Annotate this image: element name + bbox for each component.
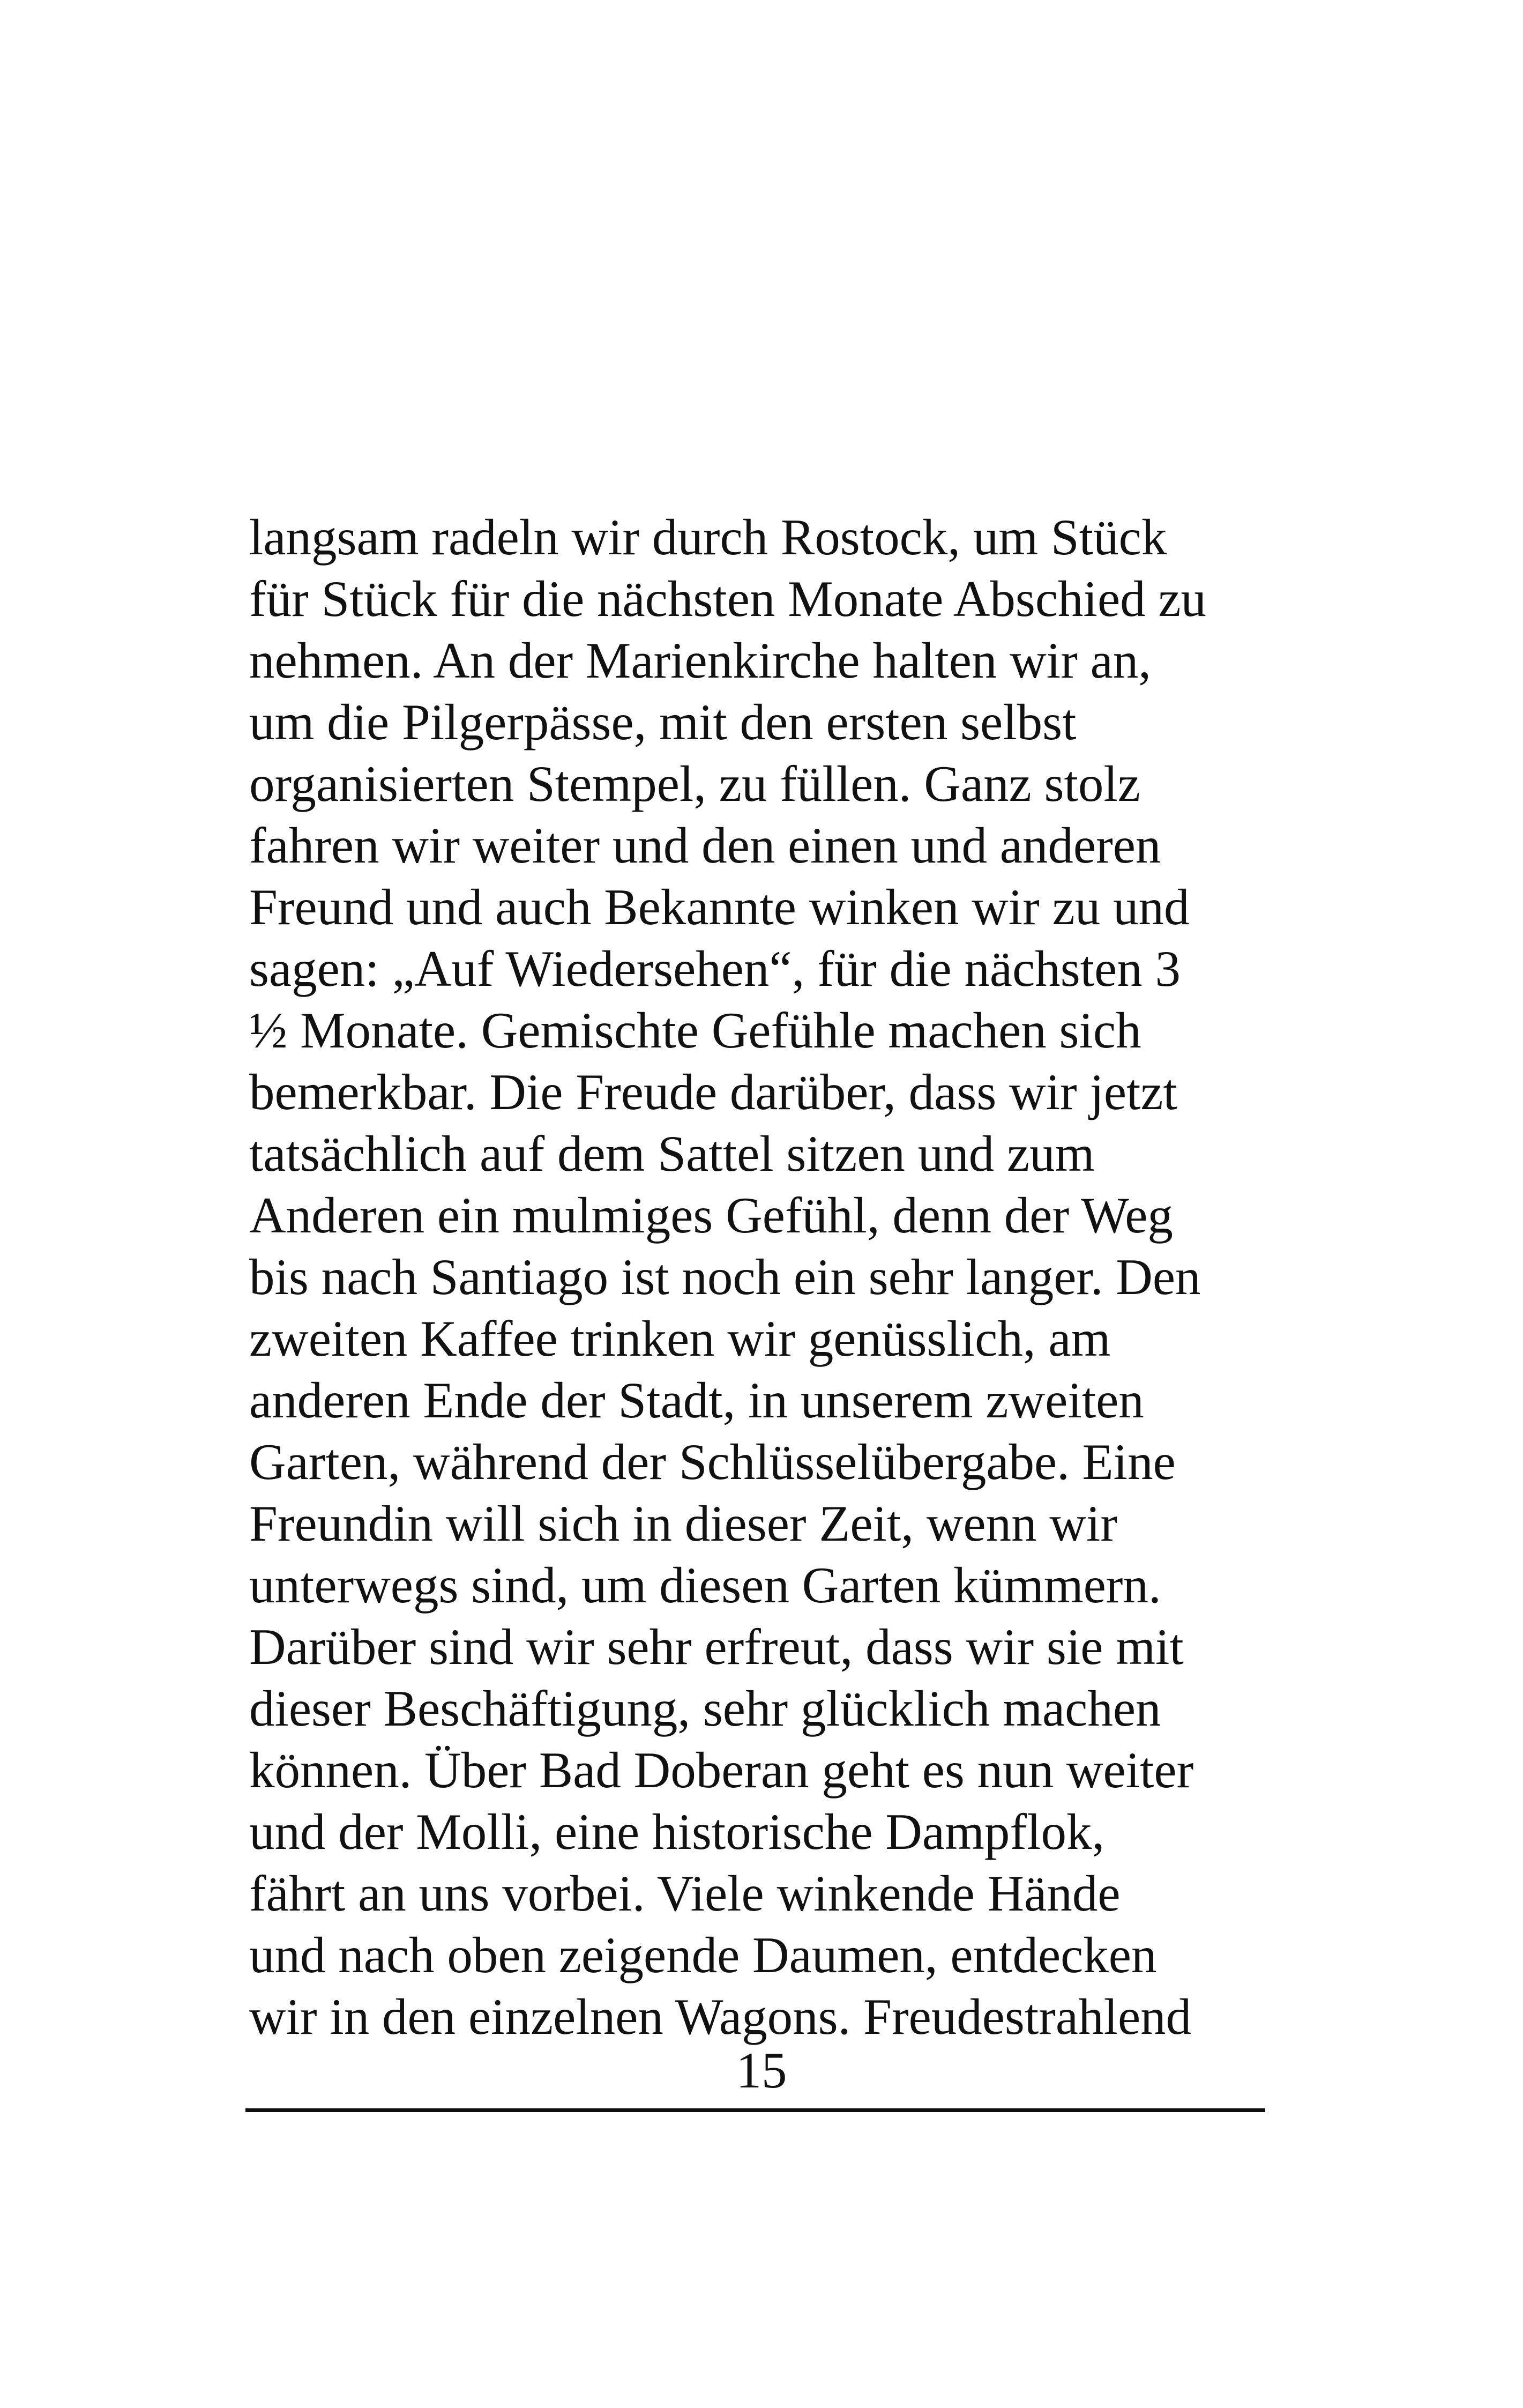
text-line: nehmen. An der Marienkirche halten wir an,	[249, 632, 1152, 689]
text-line: und der Molli, eine historische Dampflok,	[249, 1803, 1105, 1860]
text-line: und nach oben zeigende Daumen, entdecken	[249, 1927, 1157, 1983]
text-line: langsam radeln wir durch Rostock, um Stück	[249, 509, 1167, 566]
body-text	[249, 507, 1283, 2048]
text-line: tatsächlich auf dem Sattel sitzen und zum	[249, 1125, 1095, 1182]
footer-rule	[245, 2108, 1265, 2112]
text-line: Darüber sind wir sehr erfreut, dass wir sie mit	[249, 1618, 1184, 1675]
text-line: bemerkbar. Die Freude darüber, dass wir jetzt	[249, 1064, 1177, 1120]
text-line: zweiten Kaffee trinken wir genüsslich, am	[249, 1310, 1111, 1367]
text-line: wir in den einzelnen Wagons. Freudestrahlend	[249, 1988, 1192, 2045]
text-line: dieser Beschäftigung, sehr glücklich machen	[249, 1680, 1161, 1737]
text-line: können. Über Bad Doberan geht es nun weiter	[249, 1742, 1194, 1798]
text-line: für Stück für die nächsten Monate Abschied zu	[249, 570, 1207, 627]
text-line: fahren wir weiter und den einen und anderen	[249, 817, 1161, 874]
text-line: Anderen ein mulmiges Gefühl, denn der Weg	[249, 1187, 1173, 1244]
text-line: unterwegs sind, um diesen Garten kümmern.	[249, 1557, 1161, 1614]
text-line: Freund und auch Bekannte winken wir zu und	[249, 879, 1190, 935]
text-line: organisierten Stempel, zu füllen. Ganz stolz	[249, 755, 1140, 812]
text-line: anderen Ende der Stadt, in unserem zweiten	[249, 1372, 1144, 1429]
text-line: sagen: „Auf Wiedersehen“, für die nächsten 3	[249, 940, 1181, 997]
text-line: Garten, während der Schlüsselübergabe. Eine	[249, 1433, 1176, 1490]
text-line: bis nach Santiago ist noch ein sehr langer. Den	[249, 1248, 1201, 1305]
text-line: um die Pilgerpässe, mit den ersten selbst	[249, 694, 1077, 750]
page-number: 15	[736, 2042, 787, 2099]
text-line: fährt an uns vorbei. Viele winkende Hände	[249, 1865, 1121, 1922]
text-line: ½ Monate. Gemischte Gefühle machen sich	[249, 1002, 1141, 1059]
text-line: Freundin will sich in dieser Zeit, wenn wir	[249, 1495, 1117, 1552]
